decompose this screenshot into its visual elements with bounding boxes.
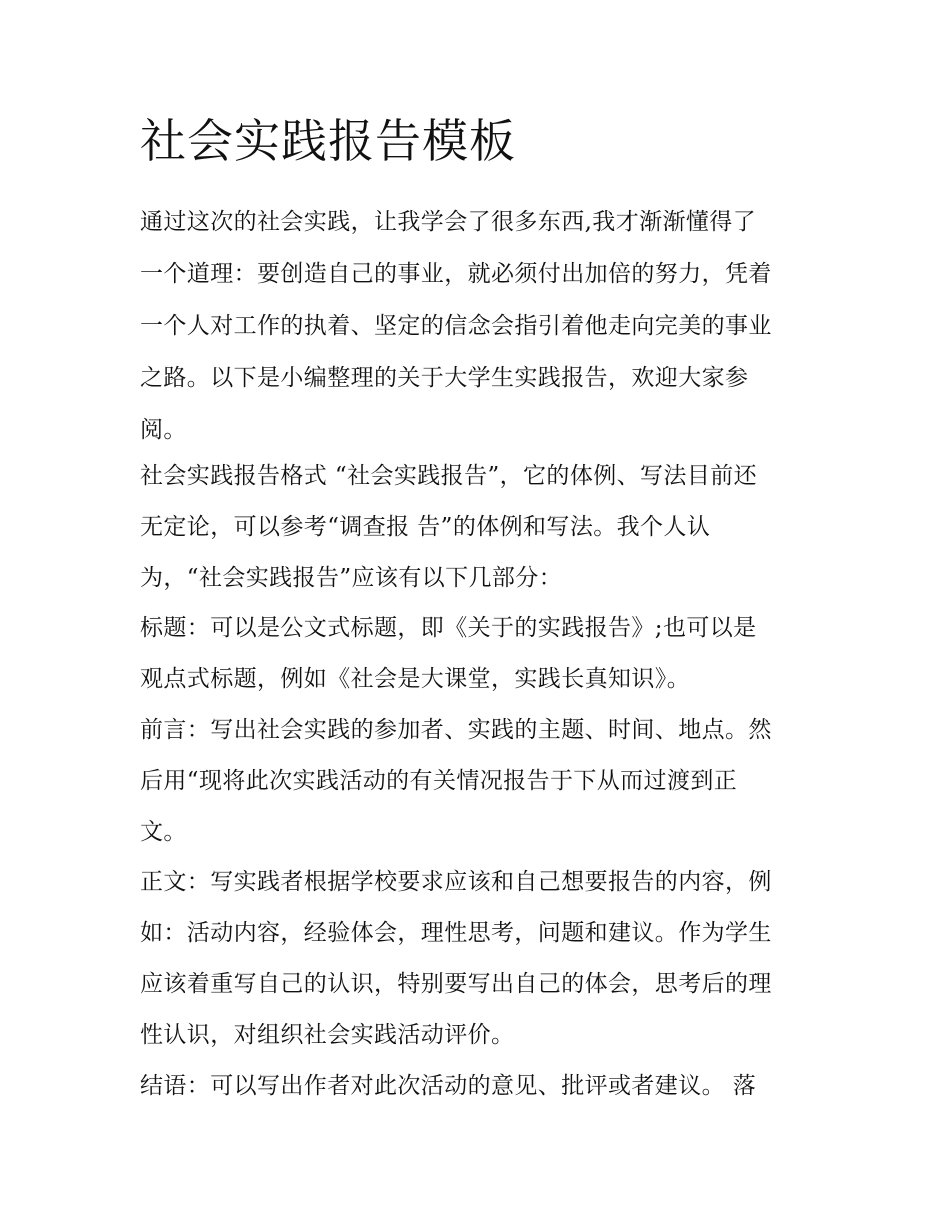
text-line: 之路。以下是小编整理的关于大学生实践报告，欢迎大家参	[140, 365, 749, 391]
text-line: 前言：写出社会实践的参加者、实践的主题、时间、地点。然	[140, 717, 772, 743]
text-line: 结语：可以写出作者对此次活动的意见、批评或者建议。 落	[140, 1073, 757, 1099]
text-line: 文。	[140, 819, 187, 845]
text-line: 阅。	[140, 417, 187, 443]
text-line: 后用“现将此次实践活动的有关情况报告于下从而过渡到正	[140, 768, 738, 794]
text-line: 标题：可以是公文式标题，即《关于的实践报告》;也可以是	[140, 615, 757, 641]
text-line: 社会实践报告格式 “社会实践报告”，它的体例、写法目前还	[140, 463, 758, 489]
text-line: 性认识，对组织社会实践活动评价。	[140, 1022, 515, 1048]
text-line: 一个道理：要创造自己的事业，就必须付出加倍的努力，凭着	[140, 261, 772, 287]
text-line: 正文：写实践者根据学校要求应该和自己想要报告的内容，例	[140, 869, 772, 895]
text-line: 为，“社会实践报告”应该有以下几部分：	[140, 565, 563, 591]
text-line: 观点式标题，例如《社会是大课堂，实践长真知识》。	[140, 666, 691, 692]
text-line: 如：活动内容，经验体会，理性思考，问题和建议。作为学生	[140, 920, 772, 946]
text-line: 通过这次的社会实践，让我学会了很多东西,我才渐渐懂得了	[140, 209, 757, 235]
document-title: 社会实践报告模板	[140, 114, 516, 168]
text-line: 一个人对工作的执着、坚定的信念会指引着他走向完美的事业	[140, 313, 772, 339]
text-line: 无定论，可以参考“调查报 告”的体例和写法。我个人认	[140, 514, 711, 540]
text-line: 应该着重写自己的认识，特别要写出自己的体会，思考后的理	[140, 971, 772, 997]
